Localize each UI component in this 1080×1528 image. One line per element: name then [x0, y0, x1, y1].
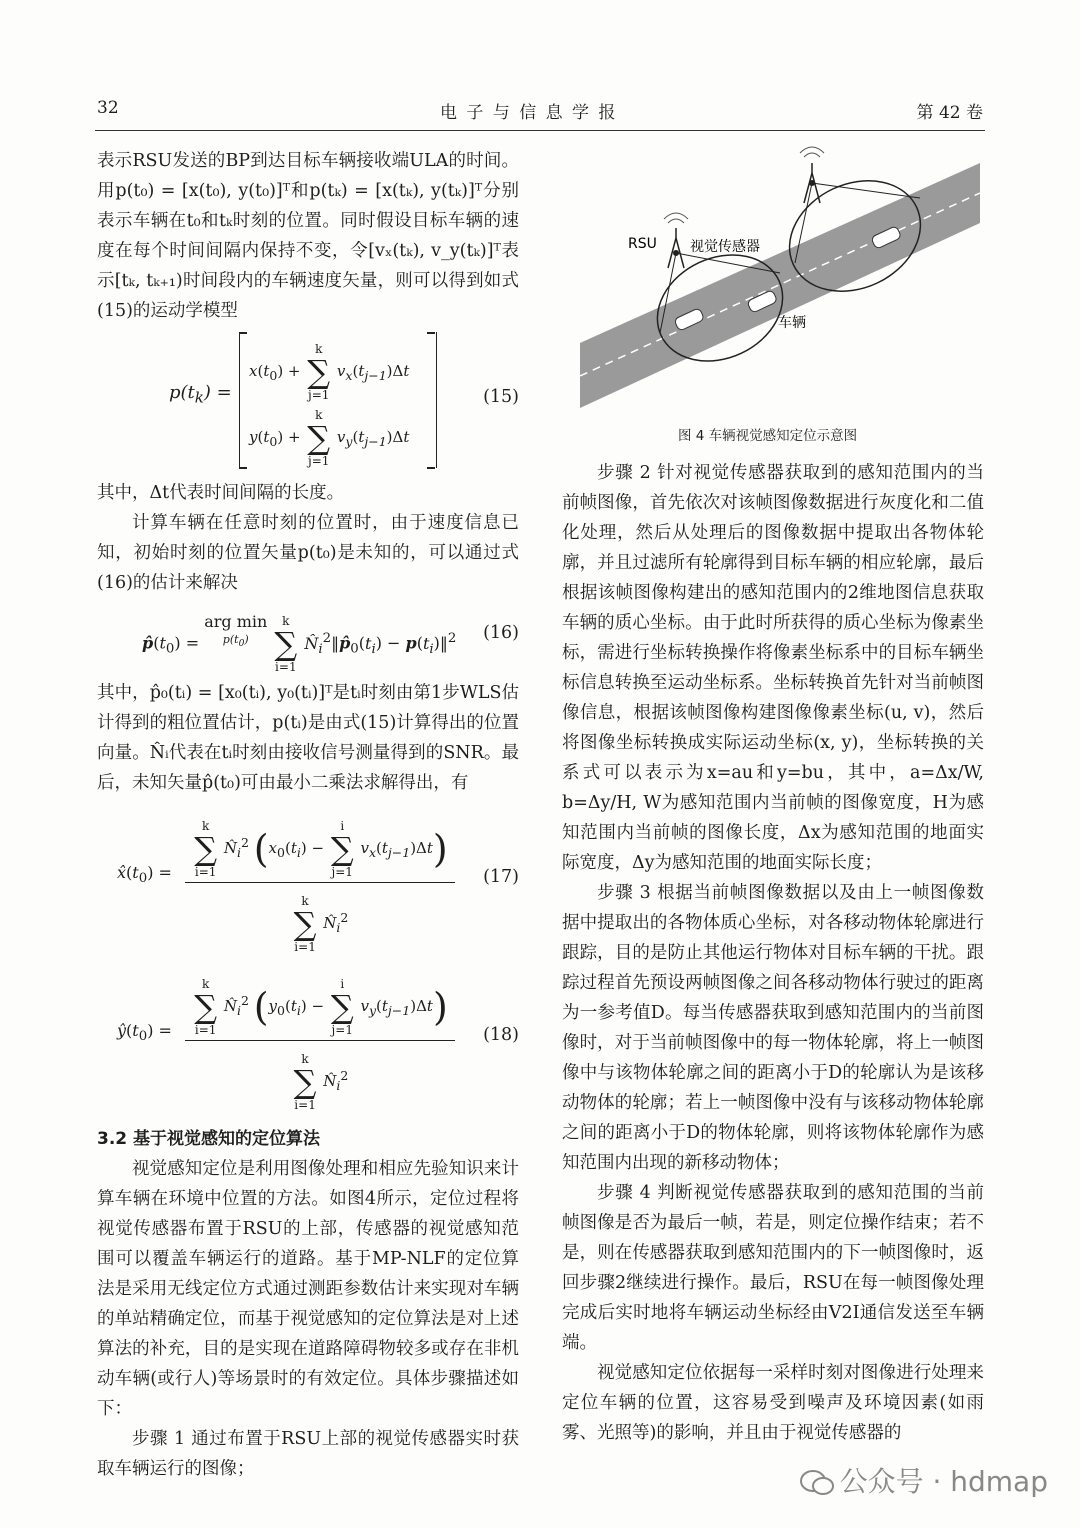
figure-4-caption: 图 4 车辆视觉感知定位示意图 — [678, 428, 858, 444]
eq15-number: (15) — [483, 387, 519, 407]
para-least-squares: 其中，p̂₀(tᵢ) = [x₀(tᵢ), y₀(tᵢ)]ᵀ是tᵢ时刻由第1步WLS估计得到的粗位置估计，p(tᵢ)是由式(15)计算得出的位置向量。N̂ᵢ代表在tᵢ时刻由接收信号测量得到的SNR。最后，未知矢量p̂(t₀)可由最小二乘法求解得出，有 — [97, 683, 519, 793]
para-delta-t: 其中，Δt代表时间间隔的长度。 — [97, 483, 345, 503]
para-step-4: 步骤 4 判断视觉传感器获取到的感知范围的当前帧图像是否为最后一帧，若是，则定位操作结束；若不是，则在传感器获取到感知范围内的下一帧图像时，返回步骤2继续进行操作。最后，RSU在每一帧图像处理完成后实时地将车辆运动坐标经由V2I通信发送至车辆端。 — [562, 1183, 984, 1353]
para-kinematic-intro: 表示RSU发送的BP到达目标车辆接收端ULA的时间。用p(t₀) = [x(t₀), y(t₀)]ᵀ和p(tₖ) = [x(tₖ), y(tₖ)]ᵀ分别表示车辆在t₀和tₖ时刻的位置。同时假设目标车辆的速度在每个时间间隔内保持不变，令[vₓ(tₖ), v_y(tₖ)]ᵀ表示[tₖ, tₖ₊₁)时间段内的车辆速度矢量，则可以得到如式(15)的运动学模型 — [97, 151, 519, 321]
watermark — [800, 1460, 1048, 1500]
figure-4 — [580, 143, 980, 413]
para-step-1: 步骤 1 通过布置于RSU上部的视觉传感器实时获取车辆运行的图像； — [97, 1429, 519, 1479]
rsu-tower-icon-2 — [800, 147, 824, 203]
label-vehicle: 车辆 — [778, 315, 806, 331]
road — [580, 163, 980, 408]
watermark-text: 公众号 · hdmap — [839, 1465, 1048, 1498]
eq17-number: (17) — [483, 867, 519, 887]
equation-15: $p(t_k)$ = $x(t_0) + k$ ∑ j=1 $v_x(t_{j-1})\Delta t$ $y(t_0) + k$ ∑ j=1 $v_y(t_{j-1})\Delta t$ (15) — [97, 332, 519, 472]
figure-4-diagram — [580, 143, 980, 413]
page-number: 32 — [97, 98, 119, 118]
eq18-number: (18) — [483, 1025, 519, 1045]
para-step-3: 步骤 3 根据当前帧图像数据以及由上一帧图像数据中提取出的各物体质心坐标，对各移动物体轮廓进行跟踪，目的是防止其他运行物体对目标车辆的干扰。跟踪过程首先预设两帧图像之间各移动物体行驶过的距离为一参考值D。每当传感器获取到感知范围内的当前图像时，对于当前帧图像中的每一物体轮廓，将上一帧图像中与该物体轮廓之间的距离小于D的轮廓认为是该移动物体的轮廓；若上一帧图像中没有与该移动物体轮廓之间的距离小于D的物体轮廓，则将该物体轮廓作为感知范围内出现的新移动物体； — [562, 883, 984, 1173]
rsu-tower-icon-1 — [664, 213, 688, 268]
journal-title: 电 子 与 信 息 学 报 — [440, 103, 618, 123]
left-column — [97, 146, 519, 1484]
label-sensor: 视觉传感器 — [690, 239, 760, 255]
equation-18: $ŷ(t_0)$ = k ∑ i=1 $N̂_i^2$ ($y_0(t_i) - i$ ∑ j=1 $v_y(t_{j-1})\Delta t$) k ∑ i=1 $N̂_i^2$ (18) — [117, 977, 519, 1112]
para-visual-limitation: 视觉感知定位依据每一采样时刻对图像进行处理来定位车辆的位置，这容易受到噪声及环境因素(如雨雾、光照等)的影响，并且由于视觉传感器的 — [562, 1363, 984, 1443]
header-rule — [95, 130, 985, 131]
eq16-number: (16) — [483, 623, 519, 643]
equation-16: $p̂(t_0)$ = arg min $p(t_0)$ k ∑ i=1 $N̂_i^2‖p̂_0(t_i)$ − $p(t_i)‖^2$ (16) — [142, 612, 519, 674]
right-column — [562, 458, 984, 1448]
section-heading-3-2: 3.2 基于视觉感知的定位算法 — [97, 1129, 321, 1149]
para-visual-positioning: 视觉感知定位是利用图像处理和相应先验知识来计算车辆在环境中位置的方法。如图4所示，定位过程将视觉传感器布置于RSU的上部，传感器的视觉感知范围可以覆盖车辆运行的道路。基于MP-NLF的定位算法是采用无线定位方式通过测距参数估计来实现对车辆的单站精确定位，而基于视觉感知的定位算法是对上述算法的补充，目的是实现在道路障碍物较多或存在非机动车辆(或行人)等场景时的有效定位。具体步骤描述如下： — [97, 1159, 519, 1419]
equation-17: $x̂(t_0)$ = k ∑ i=1 $N̂_i^2$ ($x_0(t_i) - i$ ∑ j=1 $v_x(t_{j-1})\Delta t$) k ∑ i=1 $N̂_i^2$ (17) — [117, 819, 519, 954]
wechat-icon — [800, 1469, 834, 1497]
para-step-2: 步骤 2 针对视觉传感器获取到的感知范围内的当前帧图像，首先依次对该帧图像数据进行灰度化和二值化处理，然后从处理后的图像数据中提取出各物体轮廓，并且过滤所有轮廓得到目标车辆的相应轮廓，最后根据该帧图像构建出的感知范围内的2维地图信息获取车辆的质心坐标。由于此时所获得的质心坐标为像素坐标，需进行坐标转换操作将像素坐标系中的目标车辆坐标信息转换至运动坐标系。坐标转换首先针对当前帧图像信息，根据该帧图像构建图像像素坐标(u, v)，然后将图像坐标转换成实际运动坐标(x, y)，坐标转换的关系式可以表示为x=au和y=bu，其中，a=Δx/W, b=Δy/H, W为感知范围内当前帧的图像宽度，H为感知范围内当前帧的图像长度，Δx为感知范围的地面实际宽度，Δy为感知范围的地面实际长度； — [562, 463, 984, 873]
para-initial-position: 计算车辆在任意时刻的位置时，由于速度信息已知，初始时刻的位置矢量p(t₀)是未知的，可以通过式(16)的估计来解决 — [97, 513, 519, 593]
label-rsu: RSU — [628, 236, 657, 252]
volume-label: 第 42 卷 — [916, 103, 983, 123]
